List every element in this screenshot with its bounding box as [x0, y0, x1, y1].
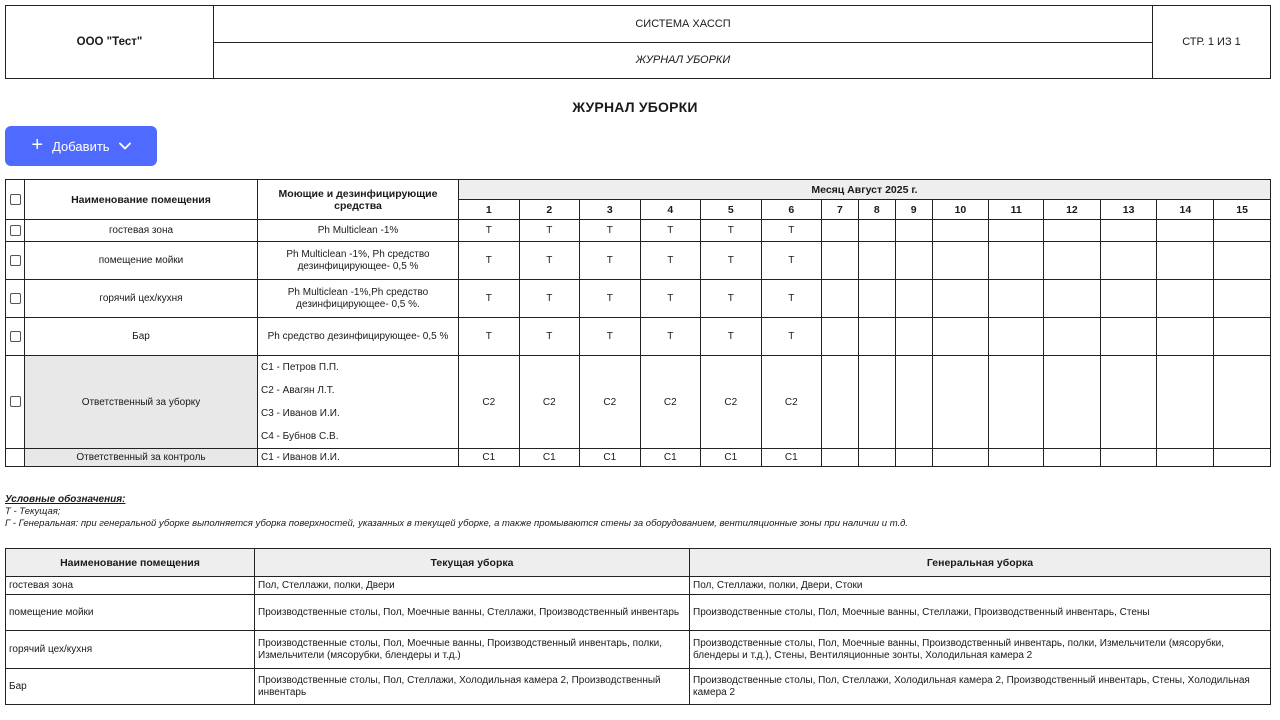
day-cell[interactable]: Т	[701, 242, 762, 280]
day-cell[interactable]	[895, 242, 932, 280]
scope-current: Производственные столы, Пол, Стеллажи, Холодильная камера 2, Производственный инвентарь	[255, 669, 690, 705]
day-cell[interactable]: Т	[519, 318, 580, 356]
day-cell[interactable]	[1100, 318, 1157, 356]
col-agents-header: Моющие и дезинфицирующие средства	[258, 180, 459, 220]
day-cell[interactable]	[1157, 449, 1214, 467]
table-row	[6, 242, 1271, 280]
day-header: 8	[858, 200, 895, 220]
day-cell[interactable]	[1044, 356, 1101, 449]
day-header: 9	[895, 200, 932, 220]
day-cell[interactable]: Т	[519, 280, 580, 318]
scope-room: гостевая зона	[6, 577, 255, 595]
document-header	[5, 5, 1271, 79]
day-header: 2	[519, 200, 580, 220]
day-cell[interactable]	[1214, 449, 1271, 467]
day-cell[interactable]: Т	[701, 318, 762, 356]
responsible-person: С3 - Иванов И.И.	[261, 408, 340, 419]
row-select-cell	[6, 220, 25, 242]
row-select-cell	[6, 280, 25, 318]
scope-room: горячий цех/кухня	[6, 631, 255, 669]
select-all-cell	[6, 180, 25, 220]
day-cell[interactable]: С2	[519, 356, 580, 449]
cleaning-scope-table	[5, 548, 1271, 705]
room-name: гостевая зона	[25, 220, 258, 242]
org-name: ООО "Тест"	[6, 6, 214, 79]
day-cell[interactable]	[1100, 280, 1157, 318]
day-cell[interactable]: С2	[761, 356, 822, 449]
day-cell[interactable]	[858, 449, 895, 467]
day-cell[interactable]: С2	[580, 356, 641, 449]
room-name: Бар	[25, 318, 258, 356]
journal-name: ЖУРНАЛ УБОРКИ	[214, 42, 1153, 79]
day-cell[interactable]: Т	[640, 280, 701, 318]
system-name: СИСТЕМА ХАССП	[214, 6, 1153, 43]
day-cell[interactable]	[932, 280, 989, 318]
row-checkbox[interactable]	[10, 255, 21, 266]
day-cell[interactable]: С2	[640, 356, 701, 449]
scope-current: Производственные столы, Пол, Моечные ванны, Производственный инвентарь, полки, Измельчители (мясорубки, блендеры и т.д.)	[255, 631, 690, 669]
month-header: Месяц Август 2025 г.	[459, 180, 1271, 200]
day-cell[interactable]	[1044, 449, 1101, 467]
cleaning-agent: Ph Multiclean -1%	[258, 220, 459, 242]
day-cell[interactable]	[822, 449, 859, 467]
day-cell[interactable]	[1214, 242, 1271, 280]
day-cell[interactable]: Т	[580, 318, 641, 356]
day-cell[interactable]	[1157, 318, 1214, 356]
add-button[interactable]	[5, 126, 157, 166]
day-cell[interactable]	[895, 280, 932, 318]
day-header: 7	[822, 200, 859, 220]
day-cell[interactable]	[1157, 356, 1214, 449]
day-cell[interactable]	[932, 449, 989, 467]
scope-row	[6, 577, 1271, 595]
day-cell[interactable]	[858, 318, 895, 356]
day-cell[interactable]: С2	[701, 356, 762, 449]
day-header: 4	[640, 200, 701, 220]
day-cell[interactable]	[1100, 242, 1157, 280]
legend-general: Г - Генеральная: при генеральной уборке выполняется уборка поверхностей, указанных в текущей уборке, а также промываются стены за оборудованием, вентиляционные зоны при наличии и т.д.	[5, 518, 909, 529]
scope-col-current: Текущая уборка	[255, 549, 690, 577]
day-cell[interactable]	[822, 242, 859, 280]
day-cell[interactable]: С1	[519, 449, 580, 467]
day-cell[interactable]	[1044, 242, 1101, 280]
page-counter: СТР. 1 ИЗ 1	[1153, 6, 1271, 79]
day-cell[interactable]	[932, 242, 989, 280]
page-title: ЖУРНАЛ УБОРКИ	[572, 99, 698, 115]
col-room-header: Наименование помещения	[25, 180, 258, 220]
control-row	[6, 449, 1271, 467]
room-name: горячий цех/кухня	[25, 280, 258, 318]
responsible-row	[6, 356, 1271, 449]
legend	[5, 494, 908, 530]
day-cell[interactable]	[989, 220, 1044, 242]
day-cell[interactable]	[1100, 449, 1157, 467]
row-checkbox[interactable]	[10, 293, 21, 304]
room-name: помещение мойки	[25, 242, 258, 280]
day-cell[interactable]	[1157, 220, 1214, 242]
day-cell[interactable]	[858, 220, 895, 242]
day-cell[interactable]: Т	[640, 318, 701, 356]
day-cell[interactable]	[932, 356, 989, 449]
scope-row	[6, 669, 1271, 705]
day-cell[interactable]	[1044, 318, 1101, 356]
day-cell[interactable]	[1214, 280, 1271, 318]
day-cell[interactable]	[895, 318, 932, 356]
day-header: 1	[459, 200, 520, 220]
plus-icon: +	[31, 134, 44, 156]
day-cell[interactable]: Т	[519, 242, 580, 280]
day-cell[interactable]	[1214, 220, 1271, 242]
cleaning-agent: Ph Multiclean -1%,Ph средство дезинфицирующее- 0,5 %.	[258, 280, 459, 318]
row-select-cell	[6, 356, 25, 449]
table-row	[6, 318, 1271, 356]
scope-col-general: Генеральная уборка	[690, 549, 1271, 577]
day-cell[interactable]	[822, 220, 859, 242]
day-cell[interactable]: Т	[701, 280, 762, 318]
day-cell[interactable]: Т	[761, 280, 822, 318]
responsible-people	[258, 356, 459, 449]
day-header: 10	[932, 200, 989, 220]
control-person: С1 - Иванов И.И.	[258, 449, 459, 467]
scope-general: Производственные столы, Пол, Стеллажи, Холодильная камера 2, Производственный инвентарь, Стены, Холодильная камера 2	[690, 669, 1271, 705]
scope-general: Производственные столы, Пол, Моечные ванны, Стеллажи, Производственный инвентарь, Стены	[690, 595, 1271, 631]
day-header: 11	[989, 200, 1044, 220]
scope-current: Производственные столы, Пол, Моечные ванны, Стеллажи, Производственный инвентарь	[255, 595, 690, 631]
scope-row	[6, 595, 1271, 631]
day-cell[interactable]: Т	[761, 318, 822, 356]
responsible-person: С4 - Бубнов С.В.	[261, 431, 339, 442]
day-cell[interactable]	[989, 356, 1044, 449]
day-cell[interactable]	[1044, 220, 1101, 242]
day-cell[interactable]	[822, 318, 859, 356]
legend-title: Условные обозначения:	[5, 494, 126, 505]
day-cell[interactable]: С1	[459, 449, 520, 467]
day-header: 5	[701, 200, 762, 220]
chevron-down-icon	[119, 142, 131, 150]
day-cell[interactable]	[822, 280, 859, 318]
scope-col-room: Наименование помещения	[6, 549, 255, 577]
day-cell[interactable]: С1	[640, 449, 701, 467]
day-cell[interactable]	[989, 318, 1044, 356]
legend-current: Т - Текущая;	[5, 506, 61, 517]
select-all-checkbox[interactable]	[10, 194, 21, 205]
control-empty-cell	[6, 449, 25, 467]
day-cell[interactable]	[989, 280, 1044, 318]
day-header: 13	[1100, 200, 1157, 220]
day-cell[interactable]	[1100, 356, 1157, 449]
day-cell[interactable]: Т	[761, 220, 822, 242]
scope-current: Пол, Стеллажи, полки, Двери	[255, 577, 690, 595]
day-cell[interactable]: Т	[459, 318, 520, 356]
day-header: 6	[761, 200, 822, 220]
responsible-person: С1 - Петров П.П.	[261, 362, 339, 373]
scope-row	[6, 631, 1271, 669]
cleaning-grid	[5, 179, 1271, 467]
row-select-cell	[6, 242, 25, 280]
day-header: 14	[1157, 200, 1214, 220]
day-cell[interactable]	[1214, 356, 1271, 449]
day-cell[interactable]: С1	[580, 449, 641, 467]
day-cell[interactable]	[989, 449, 1044, 467]
day-cell[interactable]	[1157, 280, 1214, 318]
row-checkbox[interactable]	[10, 225, 21, 236]
day-cell[interactable]	[822, 356, 859, 449]
day-cell[interactable]: Т	[459, 220, 520, 242]
scope-room: Бар	[6, 669, 255, 705]
table-row	[6, 220, 1271, 242]
day-cell[interactable]	[932, 318, 989, 356]
day-header: 3	[580, 200, 641, 220]
cleaning-agent: Ph Multiclean -1%, Ph средство дезинфицирующее- 0,5 %	[258, 242, 459, 280]
day-cell[interactable]: Т	[519, 220, 580, 242]
control-label: Ответственный за контроль	[25, 449, 258, 467]
day-cell[interactable]: Т	[640, 220, 701, 242]
day-header: 12	[1044, 200, 1101, 220]
scope-room: помещение мойки	[6, 595, 255, 631]
day-cell[interactable]	[989, 242, 1044, 280]
add-button-label: Добавить	[52, 138, 110, 154]
scope-general: Производственные столы, Пол, Моечные ванны, Производственный инвентарь, полки, Измельчители (мясорубки, блендеры и т.д.), Стены, Вентиляционные зонты, Холодильная камера 2	[690, 631, 1271, 669]
day-cell[interactable]	[1044, 280, 1101, 318]
day-cell[interactable]	[858, 280, 895, 318]
day-cell[interactable]	[895, 449, 932, 467]
day-cell[interactable]	[1214, 318, 1271, 356]
day-cell[interactable]: Т	[580, 220, 641, 242]
day-cell[interactable]: Т	[580, 280, 641, 318]
day-cell[interactable]: Т	[459, 242, 520, 280]
cleaning-agent: Ph средство дезинфицирующее- 0,5 %	[258, 318, 459, 356]
responsible-label: Ответственный за уборку	[25, 356, 258, 449]
day-cell[interactable]: Т	[640, 242, 701, 280]
scope-general: Пол, Стеллажи, полки, Двери, Стоки	[690, 577, 1271, 595]
day-cell[interactable]: С2	[459, 356, 520, 449]
table-row	[6, 280, 1271, 318]
day-cell[interactable]	[1157, 242, 1214, 280]
day-cell[interactable]: С1	[701, 449, 762, 467]
day-cell[interactable]	[858, 356, 895, 449]
day-cell[interactable]	[858, 242, 895, 280]
day-cell[interactable]: Т	[580, 242, 641, 280]
row-select-cell	[6, 318, 25, 356]
day-cell[interactable]: Т	[701, 220, 762, 242]
day-cell[interactable]: Т	[761, 242, 822, 280]
day-cell[interactable]: С1	[761, 449, 822, 467]
day-cell[interactable]	[895, 356, 932, 449]
day-cell[interactable]	[932, 220, 989, 242]
day-header: 15	[1214, 200, 1271, 220]
row-checkbox[interactable]	[10, 331, 21, 342]
day-cell[interactable]	[1100, 220, 1157, 242]
row-checkbox[interactable]	[10, 396, 21, 407]
day-cell[interactable]: Т	[459, 280, 520, 318]
day-cell[interactable]	[895, 220, 932, 242]
responsible-person: С2 - Авагян Л.Т.	[261, 385, 335, 396]
